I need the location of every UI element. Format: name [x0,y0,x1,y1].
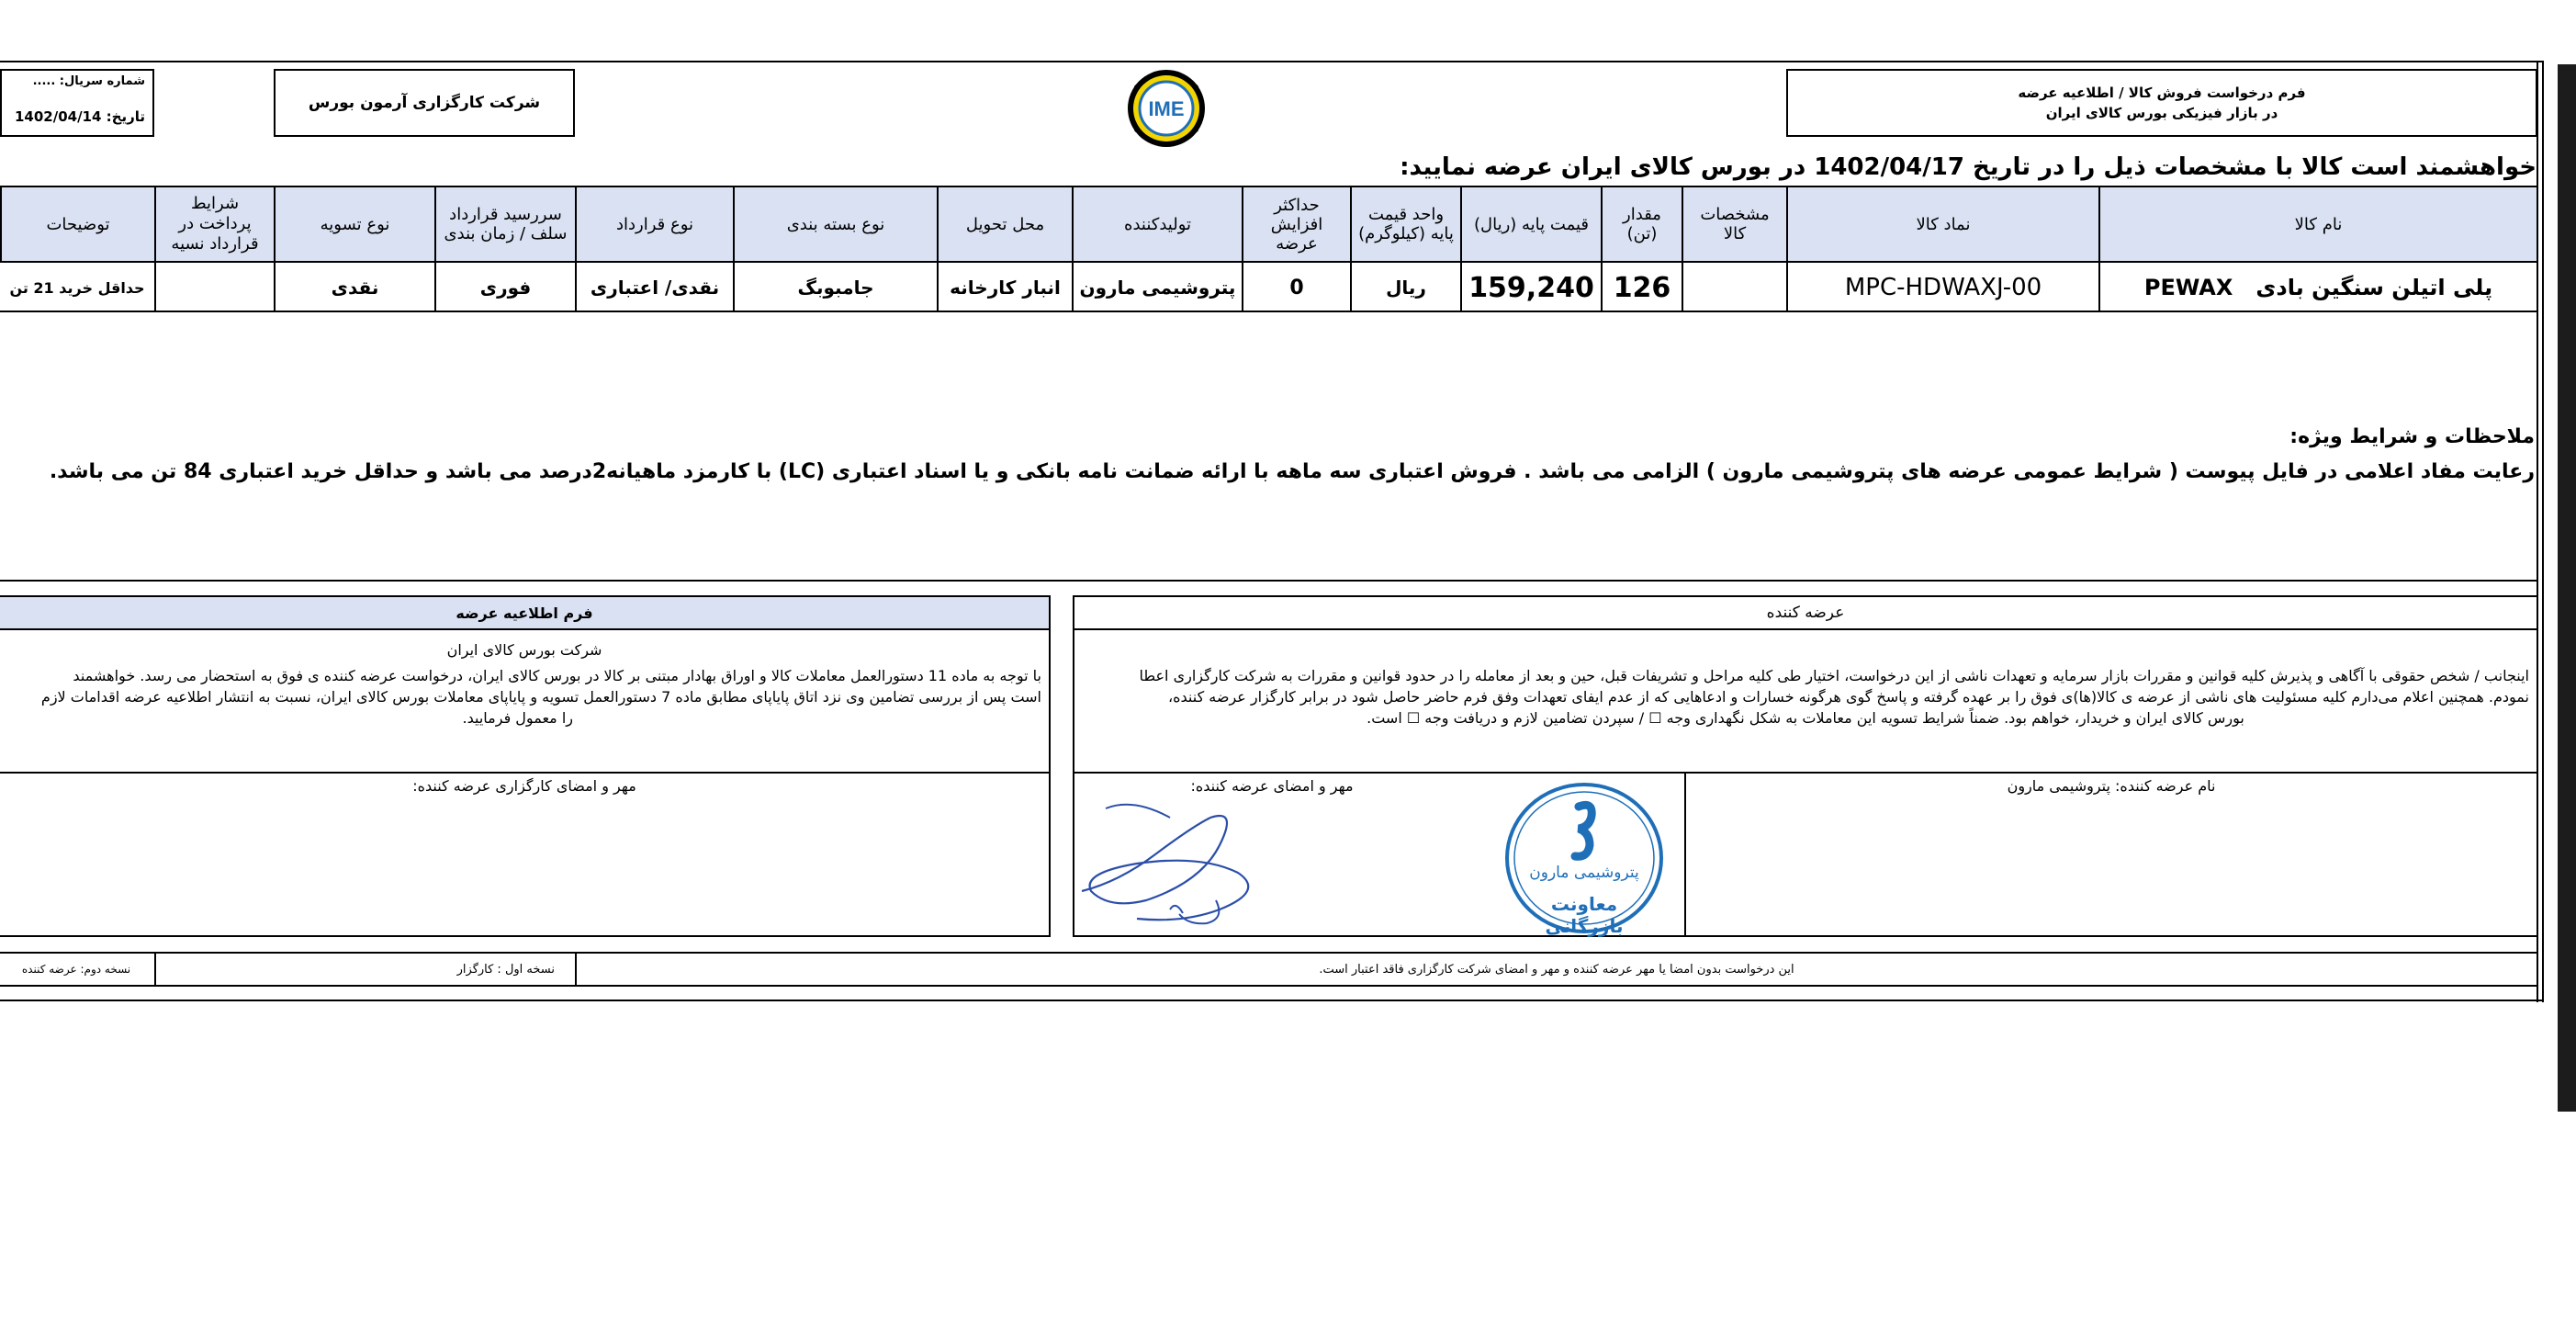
cell-qty: 126 [1601,263,1682,312]
footer-bar [0,952,2538,987]
col-max-increase-header: حداکثر افزایش عرضه [1242,187,1350,261]
notice-box [0,595,1051,937]
offerer-title: عرضه کننده [1074,597,2537,630]
company-stamp [1502,779,1667,937]
serial-number: شماره سریال: ..... [32,74,145,88]
goods-table [0,186,2538,312]
logo-text: IME [1148,97,1185,120]
col-contract-type-header: نوع قرارداد [575,187,733,261]
broker-name: شرکت کارگزاری آرمون بورس [308,94,541,112]
offerer-name: نام عرضه کننده: پتروشیمی مارون [2007,777,2216,795]
broker-name-box [274,69,575,137]
notice-line2: است پس از بررسی تضامین وی نزد اتاق پایاپای مطابق ماده 7 دستورالعمل تسویه و پایاپای معاملات بورس کالای ایران، نسبت به انتشار اطلاعیه عرضه اقدامات لازم [40,688,1041,706]
cell-notes: حداقل خرید 21 تن [9,278,145,297]
col-notes-header: توضیحات [0,187,154,261]
col-name-header: نام کالا [2098,187,2537,261]
col-qty-header: مقدار (تن) [1601,187,1682,261]
notice-line1: با توجه به ماده 11 دستورالعمل معاملات کالا و اوراق بهادار مبتنی بر کالا در بورس کالای ایران، درخواست عرضه کننده ی فوق به استحضار می رسد. خواهشمند [73,667,1041,684]
right-border [2542,61,2544,1002]
intro-sentence: خواهشمند است کالا با مشخصات ذیل را در تاریخ 1402/04/17 در بورس کالای ایران عرضه نمایید: [1400,153,2537,181]
form-title-line1: فرم درخواست فروش کالا / اطلاعیه عرضه [2018,85,2306,101]
cell-packing: جامبوبگ [733,263,937,312]
cell-max-increase: 0 [1242,263,1350,312]
col-maturity-header: سررسید قرارداد سلف / زمان بندی [434,187,575,261]
stamp-line2: معاونت بازرگانی [1545,893,1624,937]
col-price-unit-header: واحد قیمت پایه (کیلوگرم) [1350,187,1460,261]
vertical-scrollbar[interactable] [2558,64,2576,1112]
offerer-seal-label: مهر و امضای عرضه کننده: [1190,777,1354,795]
notice-title: فرم اطلاعیه عرضه [0,597,1049,630]
notice-seal-label: مهر و امضای کارگزاری عرضه کننده: [412,777,636,795]
offerer-line1: اینجانب / شخص حقوقی با آگاهی و پذیرش کلیه قوانین و مقررات بازار سرمایه و تعهدات ناشی از این درخواست، اختیار طی کلیه مراحل و تشریفات قبل، حین و بعد از معامله را در حدود قوانین و مقررات به شرکت کارگزاری اعطا [1139,667,2529,684]
remarks-text: رعایت مفاد اعلامی در فایل پیوست ( شرایط عمومی عرضه های پتروشیمی مارون ) الزامی می باشد . فروش اعتباری سه ماهه با ارائه ضمانت نامه بانکی و یا اسناد اعتباری (LC) با کارمزد ماهیانه2درصد می باشد و حداقل خرید اعتباری 84 تن می باشد. [49,460,2535,483]
col-delivery-header: محل تحویل [937,187,1072,261]
date-label: تاریخ: 1402/04/14 [14,108,145,125]
col-settlement-header: نوع تسویه [274,187,434,261]
col-packing-header: نوع بسته بندی [733,187,937,261]
col-spec-header: مشخصات کالا [1682,187,1786,261]
remarks-title: ملاحظات و شرایط ویژه: [2289,425,2535,448]
cell-producer: پتروشیمی مارون [1072,263,1242,312]
cell-settlement: نقدی [274,263,434,312]
cell-base-price: 159,240 [1460,263,1601,312]
top-border [0,61,2544,62]
cell-credit-terms [154,263,274,312]
notice-line3: را معمول فرمایید. [462,709,573,727]
col-base-price-header: قیمت پایه (ریال) [1460,187,1601,261]
footer-validity: این درخواست بدون امضا یا مهر عرضه کننده و مهر و امضای شرکت کارگزاری فاقد اعتبار است. [1319,962,1794,977]
col-symbol-header: نماد کالا [1786,187,2098,261]
form-title-box [1786,69,2537,137]
cell-spec [1682,263,1786,312]
offerer-line3: بورس کالای ایران و خریدار، خواهم بود. ضمناً شرایط تسویه این معاملات به شکل نگهداری وجه ☐ / سپردن تضامین لازم و دریافت وجه ☐ است. [1367,709,2244,727]
form-title-line2: در بازار فیزیکی بورس کالای ایران [2045,105,2278,121]
col-producer-header: تولیدکننده [1072,187,1242,261]
cell-price-unit: ریال [1350,263,1460,312]
cell-name: پلی اتیلن سنگین بادی PEWAX [2098,263,2537,312]
ime-logo [1122,67,1210,150]
stamp-line1: پتروشیمی مارون [1529,864,1639,882]
cell-contract-type: نقدی/ اعتباری [575,263,733,312]
serial-date-box [0,69,154,137]
footer-copy2: نسخه دوم: عرضه کننده [21,963,131,976]
col-credit-terms-header: شرایط پرداخت در قرارداد نسیه [154,187,274,261]
offerer-line2: نمودم. همچنین اعلام می‌دارم کلیه مسئولیت های ناشی از عرضه ی کالا(ها)ی فوق را بر عهده گرفته و پاسخ گوی هرگونه خسارات و ادعاهایی که از عدم ایفای تعهدات وفق فرم حاضر حاصل شود در برابر کارگزار عرضه کننده، [1167,688,2529,706]
footer-copy1: نسخه اول : کارگزار [456,962,555,977]
cell-maturity: فوری [434,263,575,312]
notice-subtitle: شرکت بورس کالای ایران [446,641,602,659]
cell-symbol: MPC-HDWAXJ-00 [1786,263,2098,312]
handwritten-signature [1078,790,1299,928]
cell-delivery: انبار کارخانه [937,263,1072,312]
offerer-box [1073,595,2538,937]
